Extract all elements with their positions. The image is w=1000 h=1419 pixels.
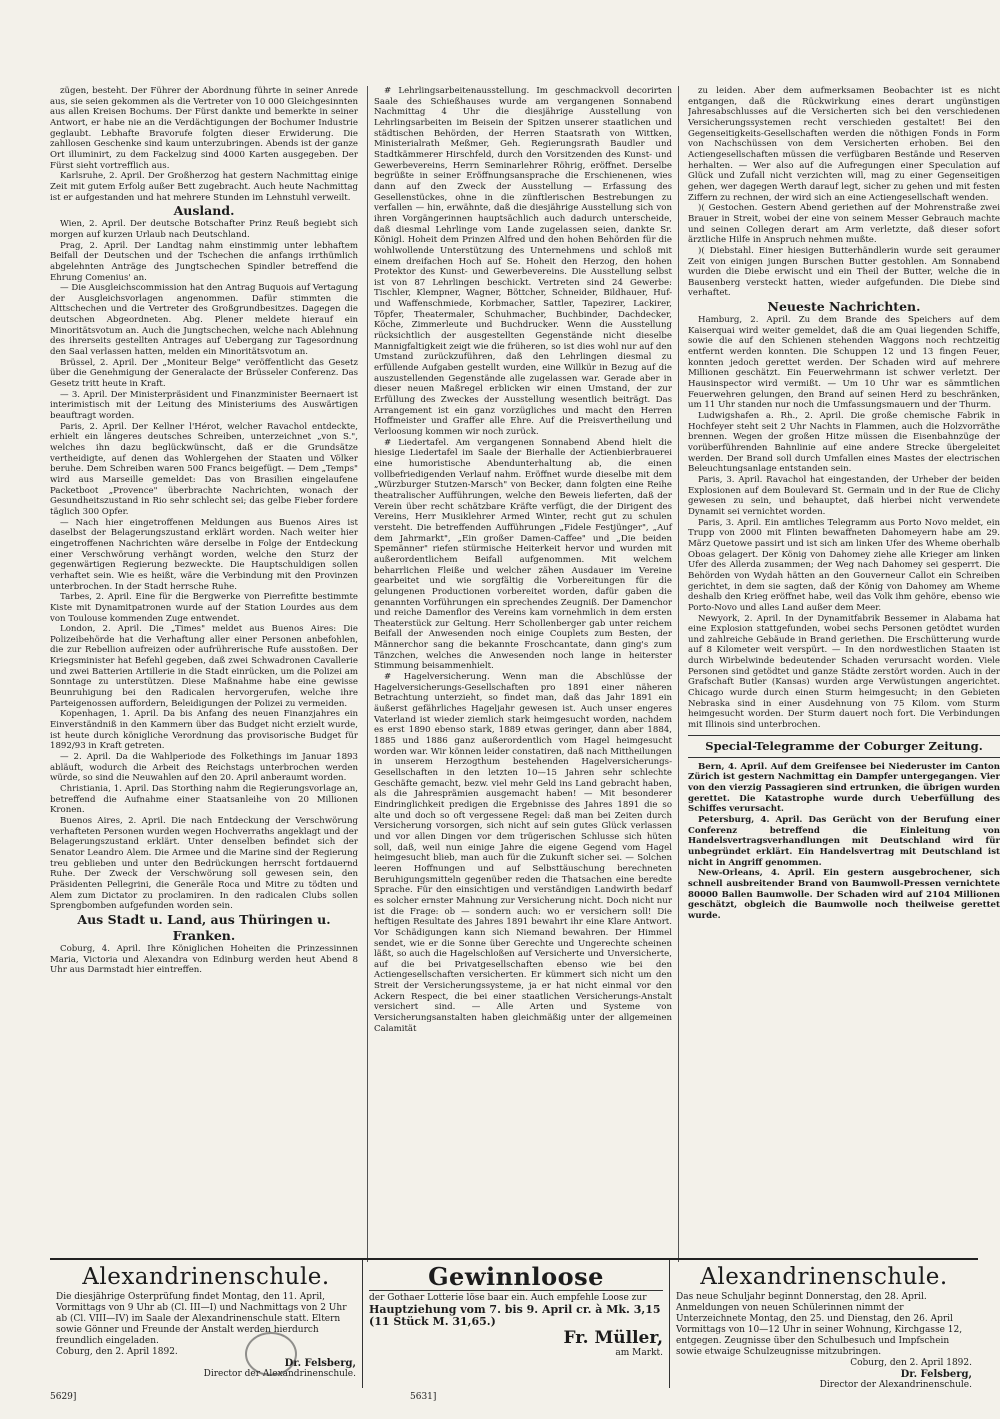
section-heading-ausland: Ausland. (173, 203, 235, 219)
article-diebstahl: )( Diebstahl. Einer hiesigen Butterhändlerin wurde seit geraumer Zeit von einigen jungen Burschen Butter gestohlen. Am Sonnabend wurden die Diebe erwischt und ein Theil der Butter, welche die in Bausenberg versteckt hatten, wieder aufgefunden. Die Diebe sind verhaftet. (688, 245, 1000, 299)
article-london: London, 2. April. Die „Times" meldet aus Buenos Aires: Die Polizeibehörde hat die Verhaftung aller einer Personen anbefohlen, die zur Rebellion aufreizen oder aufrührerische Rufe ausstoßen. Der Kriegsminister hat Befehl gegeben, daß zwei Schwadronen Cavallerie und zwei Batterien Artillerie in die Stadt einrücken, um die Polizei am Sonntage zu unterstützen. Diese Maßnahme habe eine gewisse Beunruhigung bei den Radicalen hervorgerufen, welche ihre Parteigenossen auffordern, Beleidigungen der Polizei zu vermeiden. (50, 624, 358, 709)
section-heading-stadt-land: Aus Stadt u. Land, aus Thüringen u. Franken. (77, 911, 331, 943)
telegram-petersburg: Petersburg, 4. April. Das Gerücht von der Berufung einer Conferenz betreffend die Einleitung von Handelsvertragsverhandlungen mit Deutschland wird für unbegründet erklärt. Ein Handelsvertrag mit Deutschland ist nicht in Angriff genommen. (688, 815, 1000, 868)
article-hagelversicherung: # Hagelversicherung. Wenn man die Abschlüsse der Hagelversicherungs-Gesellschaften pro 1891 einer näheren Betrachtung unterzieht, so findet man, daß das Jahr 1891 ein äußerst gefährliches Hageljahr gewesen ist. Auch unser engeres Vaterland ist wieder ziemlich stark heimgesucht worden, nachdem es erst 1890 ebenso stark, 1889 etwas geringer, dann aber 1884, 1885 und 1886 ganz außerordentlich vom Hagel heimgesucht worden war. Wir können leider constatiren, daß nach Mittheilungen in unserem Herzogthum bestehenden Hagelversicherungs-Gesellschaften in den letzten 10—15 Jahren sehr schlechte Geschäfte gemacht, bezw. viel mehr Geld ins Land gebracht haben, als die Jahresprämien ausgemacht haben! — Mit besonderer Eindringlichkeit predigen die Ergebnisse des Jahres 1891 die so alte und doch so oft vergessene Regel: daß man bei Zeiten durch Versicherung vorsorgen, sich nicht auf sein gutes Glück verlassen und vor allen Dingen vor dem trügerischen Schlusse sich hüten soll, daß, weil nun einige Jahre die eigene Gegend vom Hagel heimgesucht blieb, man auch für die Zukunft sicher sei. — Solchen leeren Hoffnungen und auf Selbsttäuschung berechneten Beruhigungsmitteln gegenüber reden die Thatsachen eine beredte Sprache. Für den einsichtigen und verständigen Landwirth bedarf es solcher ernster Mahnung zur Versicherung nicht. Doch nicht nur ist die Frage: ob — sondern auch: wo er versichern soll! Die heftigen Resultate des Jahres 1891 bewahrt ihr eine Klare Antwort. Vor Schädigungen kann sich Niemand bewahren. Der Himmel sendet, wie er die Sonne über Gerechte und Ungerechte scheinen läßt, so auch die Hagelschloßen auf Versicherte und Unversicherte, auf die bei Privatgesellschaften ebenso wie bei den Actiengesellschaften versicherten. Er kümmert sich nicht um den Streit der Versicherungssysteme, ja er hat nicht einmal vor den Ackern Respect, die bei einer staatlichen Versicherungs-Anstalt versichert sind. — Alle Arten und Systeme von Versicherungsanstalten haben gleichmäßig unter der allgemeinen Calamität (374, 672, 672, 1034)
article-paris-dahomey: Paris, 3. April. Ein amtliches Telegramm aus Porto Novo meldet, ein Trupp von 2000 mit Flinten bewaffneten Dahomeyern habe am 29. März Quetowe passirt und ist sich am linken Ufer des Wheme oberhalb Oboas gelagert. Der König von Dahomey ziehe alle Krieger am linken Ufer des Allerda zusammen; der Weg nach Dahomey sei gesperrt. Die Behörden von Wydah hätten an den Gouverneur Callot ein Schreiben gerichtet, in dem sie sagten, daß der König von Dahomey am Wheme deshalb den Krieg eröffnet habe, weil das Volk ihm gehöre, ebenso wie Porto-Novo und alles Land außer dem Meer. (688, 517, 1000, 613)
ad-left-role: Director der Alexandrinenschule. (203, 1369, 356, 1379)
article-lehrlingsarbeiten: # Lehrlingsarbeitenausstellung. Im geschmackvoll decorirten Saale des Schießhauses wurde am vergangenen Sonnabend Nachmittag 4 Uhr die diesjährige Ausstellung von Lehrlingsarbeiten im Beisein der Spitzen unserer staatlichen und städtischen Behörden, der Herren Staatsrath von Wittken, Ministerialrath Meßmer, Geh. Regierungsrath Baudler und Stadtkämmerer Hirschfeld, durch den Vorsitzenden des Kunst- und Gewerbevereins, Herrn Seminarlehrer Röhrig, eröffnet. Derselbe begrüßte in seiner Eröffnungsansprache die Erschienenen, wies dann auf den Zweck der Ausstellung — Erfassung des Gesellenstückes, ohne in die zünftlerischen Bestrebungen zu verfallen — hin, erwähnte, daß die diesjährige Ausstellung sich von ihren Vorgängerinnen hauptsächlich auch dadurch unterscheide, daß diesmal Lehrlinge vom Lande zugelassen seien, dankte Sr. Königl. Hoheit dem Prinzen Alfred und den hohen Behörden für die wohlwollende Unterstützung des Unternehmens und schloß mit einem dreifachen Hoch auf Se. Hoheit den Herzog, den hohen Protektor des Kunst- und Gewerbevereins. Die Ausstellung selbst ist von 87 Lehrlingen beschickt. Vertreten sind 24 Gewerbe: Tischler, Klempner, Wagner, Böttcher, Schneider, Bildhauer, Huf- und Waffenschmiede, Korbmacher, Sattler, Tapezirer, Lackirer, Töpfer, Theatermaler, Schuhmacher, Buchbinder, Dachdecker, Köche, Zimmerleute und Buchdrucker. Wenn die Ausstellung rücksichtlich der ausgestellten Gegenstände nicht dieselbe Mannigfaltigkeit zeigt wie die früheren, so ist dies wohl nur auf den Umstand zurückzuführen, daß den Lehrlingen diesmal zu erfüllende Aufgaben gestellt wurden, eine Willkür in Bezug auf die auszustellenden Gegenstände alle zugelassen war. Gerade aber in dieser neuen Maßregel erblicken wir einen Umstand, der zur Erfüllung des Zweckes der Ausstellung wesentlich beiträgt. Das Arrangement ist ein ganz vorzügliches und macht den Herren Hoffmeister und Graffer alle Ehre. Auf die Preisvertheilung und Verloosung kommen wir noch zurück. (374, 86, 672, 437)
ad-mid-number: 5631] (410, 1392, 437, 1402)
column-right (688, 86, 1000, 1262)
ad-right-signature: Dr. Felsberg, (900, 1369, 972, 1380)
special-telegrams-title: Special-Telegramme der Coburger Zeitung. (705, 738, 983, 753)
article-paris: Paris, 2. April. Der Kellner l'Hérot, welcher Ravachol entdeckte, erhielt ein längeres deutsches Schreiben, unterzeichnet „von S.", welches ihn dazu beglückwünscht, daß er die Grundsätze vertheidigte, auf denen das Wohlergehen der Staaten und Völker beruhe. Dem Schreiben waren 500 Francs beigefügt. — Dem „Temps" wird aus Marseille gemeldet: Das von Brasilien eingelaufene Packetboot „Provence" überbrachte Nachrichten, wonach der Gesundheitszustand in Rio sehr schlecht sei; das gelbe Fieber fordere täglich 300 Opfer. (50, 421, 358, 517)
ad-right-date: Coburg, den 2. April 1892. (850, 1358, 972, 1368)
ad-mid-title: Gewinnloose (369, 1264, 663, 1291)
advertisements (50, 1258, 978, 1388)
article-bruessel-2: — 3. April. Der Ministerpräsident und Finanzminister Beernaert ist interimistisch mit der Leitung des Ministeriums des Auswärtigen beauftragt worden. (50, 389, 358, 422)
article-wien: Wien, 2. April. Der deutsche Botschafter Prinz Reuß begiebt sich morgen auf kurzen Urlaub nach Deutschland. (50, 219, 358, 240)
ad-mid-place: am Markt. (615, 1348, 663, 1358)
article-hamburg: Hamburg, 2. April. Zu dem Brande des Speichers auf dem Kaiserquai wird weiter gemeldet, daß die am Quai liegenden Schiffe, sowie die auf den Schienen stehenden Waggons noch rechtzeitig entfernt werden konnten. Die Schuppen 12 und 13 fingen Feuer, konnten jedoch gerettet werden. Der Schaden wird auf mehrere Millionen geschätzt. Ein Feuerwehrmann ist schwer verletzt. Der Hausinspector wird vermißt. — Um 10 Uhr war es sämmtlichen Feuerwehren gelungen, den Brand auf seinen Herd zu beschränken, um 11 Uhr standen nur noch die Umfassungsmauern und der Thurm. (688, 315, 1000, 411)
ad-alexandrinenschule-schuljahr (670, 1260, 978, 1388)
ad-mid-draw: Hauptziehung vom 7. bis 9. April cr. à Mk. 3,15 (11 Stück M. 31,65.) (369, 1303, 661, 1328)
ink-stamp-mark (245, 1332, 297, 1376)
article-columns (50, 86, 1000, 1262)
article-gestochen: )( Gestochen. Gestern Abend geriethen auf der Mohrenstraße zwei Brauer in Streit, wobei der eine von seinem Messer Gebrauch machte und seinen Collegen derart am Arm verletzte, daß dieser sofort ärztliche Hilfe in Anspruch nehmen mußte. (688, 203, 1000, 246)
column-left (50, 86, 358, 1262)
article-christiania: Christiania, 1. April. Das Storthing nahm die Regierungsvorlage an, betreffend die Aufnahme einer Staatsanleihe von 20 Millionen Kronen. (50, 784, 358, 816)
article-paris-2: — Nach hier eingetroffenen Meldungen aus Buenos Aires ist daselbst der Belagerungszustand erklärt worden. Nach weiter hier eingetroffenen Nachrichten wäre derselbe in Folge der Entdeckung einer Verschwörung verhängt worden, welche den Sturz der gegenwärtigen Regierung bezweckte. Die Hauptschuldigen sollen verhaftet sein. Wie es heißt, wäre die Verbindung mit den Provinzen unterbrochen. In der Stadt herrsche Ruhe. (50, 517, 358, 592)
ad-left-number: 5629] (50, 1392, 77, 1402)
telegram-bern: Bern, 4. April. Auf dem Greifensee bei Niederuster im Canton Zürich ist gestern Nachmittag ein Dampfer untergegangen. Vier von den vierzig Passagieren sind ertrunken, die übrigen wurden gerettet. Die Katastrophe wurde durch Ueberfüllung des Schiffes verursacht. (688, 761, 1000, 815)
telegram-new-orleans: New-Orleans, 4. April. Ein gestern ausgebrochener, sich schnell ausbreitender Brand von Baumwoll-Pressen vernichtete 80000 Ballen Baumwolle. Der Schaden wird auf 2104 Millionen geschätzt, obgleich die Baumwolle noch theilweise gerettet wurde. (688, 868, 1000, 921)
column-middle (367, 86, 679, 1262)
special-telegrams-header (688, 735, 1000, 758)
ad-right-title: Alexandrinenschule. (700, 1264, 948, 1290)
article-kopenhagen: Kopenhagen, 1. April. Da bis Anfang des neuen Finanzjahres ein Einverständniß in den Kammern über das Budget nicht erzielt wurde, ist heute durch königliche Verordnung das provisorische Budget für 1892/93 in Kraft getreten. (50, 709, 358, 752)
ad-left-title: Alexandrinenschule. (82, 1264, 330, 1290)
ad-right-role: Director der Alexandrinenschule. (819, 1380, 972, 1388)
article-liedertafel: # Liedertafel. Am vergangenen Sonnabend Abend hielt die hiesige Liedertafel im Saale der Bierhalle der Actienbierbrauerei eine humoristische Abendunterhaltung ab, die einen vollbefriedigenden Verlauf nahm. Eröffnet wurde dieselbe mit dem „Würzburger Stutzen-Marsch" von Becker, dann folgten eine Reihe theatralischer Aufführungen, welche den Beweis lieferten, daß der Verein über recht schätzbare Kräfte verfügt, die der Dirigent des Vereins, Herr Musiklehrer Armed Winter, recht gut zu schulen versteht. Die betreffenden Aufführungen „Fidele Festjünger", „Auf dem Jahrmarkt", „Ein großer Damen-Caffee" und „Die beiden Spemänner" riefen stürmische Heiterkeit hervor und wurden mit außerordentlichem Beifall aufgenommen. Mit welchem beharrlichen Fleiße und welcher zähen Ausdauer im Vereine gearbeitet und wie sorgfältig die Vorbereitungen für die gelungenen Productionen vorbereitet worden, dafür gaben die genannten Vorführungen ein sprechendes Zeugniß. Der Damenchor und reiche Damenflor des Vereins kam vornehmlich in dem ersten Theaterstück zur Geltung. Herr Schollenberger gab unter reichem Beifall der Anwesenden noch einige Couplets zum Besten, der Männerchor sang die bekannte Froschcantate, dann ging's zum Tänzchen, welches die Anwesenden noch lange in heiterster Stimmung beisammenhielt. (374, 437, 672, 672)
article-bochum: zügen, besteht. Der Führer der Abordnung führte in seiner Anrede aus, sie seien gekommen als die Vertreter von 10 000 Gleichgesinnten aus allen Kreisen Bochums. Der Fürst dankte und bemerkte in seiner Antwort, er habe nie an die Verdächtigungen der Bochumer Industrie geglaubt. Lebhafte Bravorufe folgten dieser Erwiderung. Die zahllosen Geschenke sind kaum unterzubringen. Abends ist der ganze Ort illuminirt, zu dem Fackelzug sind 4000 Karten ausgegeben. Der Fürst sieht vortrefflich aus. (50, 86, 358, 171)
article-paris-ravachol: Paris, 3. April. Ravachol hat eingestanden, der Urheber der beiden Explosionen auf dem Boulevard St. Germain und in der Rue de Clichy gewesen zu sein, und behauptet, daß hierbei nicht verwendete Dynamit sei vernichtet worden. (688, 474, 1000, 517)
article-prag-2: — Die Ausgleichscommission hat den Antrag Buquois auf Vertagung der Ausgleichsvorlagen angenommen. Dafür stimmten die Alttschechen und die Vertreter des Großgrundbesitzes. Dagegen die deutschen Abgeordneten. Abg. Plener meldete hierauf ein Minoritätsvotum an. Auch die Jungtschechen, welche nach Ablehnung des ihrerseits gestellten Antrages auf Uebergang zur Tagesordnung den Saal verlassen hatten, melden ein Minoritätsvotum an. (50, 283, 358, 358)
ad-left-date: Coburg, den 2. April 1892. (56, 1347, 178, 1357)
article-hagel-cont: zu leiden. Aber dem aufmerksamen Beobachter ist es nicht entgangen, daß die Rückwirkung eines derart ungünstigen Jahresabschlusses auf die Versicherten sich bei den verschiedenen Versicherungssystemen recht verschieden gestaltet! Bei den Gegenseitigkeits-Gesellschaften werden die nöthigen Fonds in Form von Nachschüssen von dem Versicherten erhoben. Bei den Actiengesellschaften müssen die verfügbaren Bestände und Reserven herhalten. — Wer also auf die Aufregungen einer Speculation auf Glück und Zufall nicht verzichten will, mag zu einer Gegenseitigen gehen, wer dagegen Werth darauf legt, sicher zu gehen und mit festen Ziffern zu rechnen, der wird sich an eine Actiengesellschaft wenden. (688, 86, 1000, 203)
section-heading-neueste: Neueste Nachrichten. (767, 299, 921, 315)
ad-left-signature: Dr. Felsberg, (284, 1358, 356, 1369)
ad-right-text: Das neue Schuljahr beginnt Donnerstag, den 28. April. Anmeldungen von neuen Schülerinnen nimmt der Unterzeichnete Montag, den 25. und Dienstag, den 26. April Vormittags von 10—12 Uhr in seiner Wohnung, Kirchgasse 12, entgegen. Zeugnisse über den Schulbesuch und Impfschein sowie etwaige Schulzeugnisse mitzubringen. (676, 1292, 963, 1357)
article-buenos-aires: Buenos Aires, 2. April. Die nach Entdeckung der Verschwörung verhafteten Personen wurden wegen Hochverraths angeklagt und der Belagerungszustand erklärt. Unter denselben befindet sich der Senator Leandro Alem. Die Armee und die Marine sind der Regierung treu geblieben und unter den Bedrückungen herrscht fortdauernd Ruhe. Der Zweck der Verschwörung soll gewesen sein, den Präsidenten Pellegrini, die Generäle Roca und Mitre zu tödten und Alem zum Dictator zu proclamiren. In den radicalen Clubs sollen Sprengbomben aufgefunden worden sein. (50, 815, 358, 912)
article-kopenhagen-2: — 2. April. Da die Wahlperiode des Folkethings im Januar 1893 abläuft, wodurch die Arbeit des Reichstags unterbrochen werden würde, so sind die Neuwahlen auf den 20. April anberaumt worden. (50, 752, 358, 784)
article-coburg: Coburg, 4. April. Ihre Königlichen Hoheiten die Prinzessinnen Maria, Victoria und Alexandra von Edinburg werden heut Abend 8 Uhr aus Darmstadt hier eintreffen. (50, 943, 358, 976)
article-ludwigshafen: Ludwigshafen a. Rh., 2. April. Die große chemische Fabrik in Hochfeyer steht seit 2 Uhr Nachts in Flammen, auch die Holzvorräthe brennen. Wegen der großen Hitze müssen die Eisenbahnzüge der vorüberführenden Bahnlinie auf eine andere Strecke übergeleitet werden. Der Brand soll durch Umfallen eines Mastes der electrischen Beleuchtungsanlage entstanden sein. (688, 411, 1000, 475)
article-bruessel: Brüssel, 2. April. Der „Moniteur Belge" veröffentlicht das Gesetz über die Genehmigung der Generalacte der Brüsseler Conferenz. Das Gesetz tritt heute in Kraft. (50, 357, 358, 390)
article-newyork: Newyork, 2. April. In der Dynamitfabrik Bessemer in Alabama hat eine Explosion stattgefunden, wobei sechs Personen getödtet wurden und zahlreiche Gebäude in Brand geriethen. Die Erschütterung wurde auf 8 Kilometer weit verspürt. — In den nordwestlichen Staaten ist durch Wirbelwinde bedeutender Schaden verursacht worden. Viele Personen sind getödtet und ganze Städte zerstört worden. Auch in der Grafschaft Butler (Kansas) wurden arge Verwüstungen angerichtet. Chicago wurde durch einen Sturm heimgesucht; in den Gebieten Nebraska sind in einer Ausdehnung von 75 Kilom. vom Sturm heimgesucht worden. Der Sturm dauert noch fort. Die Verbindungen mit Illinois sind unterbrochen. (688, 613, 1000, 731)
ad-alexandrinenschule-pruefung (50, 1260, 362, 1388)
article-tarbes: Tarbes, 2. April. Eine für die Bergwerke von Pierrefitte bestimmte Kiste mit Dynamitpatronen wurde auf der Station Lourdes aus dem von Toulouse kommenden Zuge entwendet. (50, 592, 358, 624)
ad-mid-text: der Gothaer Lotterie löse baar ein. Auch empfehle Loose zur (369, 1293, 647, 1303)
article-karlsruhe: Karlsruhe, 2. April. Der Großherzog hat gestern Nachmittag einige Zeit mit gutem Erfolg außer Bett zugebracht. Auch heute Nachmittag ist er aufgestanden und hat mehrere Stunden im Lehnstuhl verweilt. (50, 171, 358, 203)
ad-gewinnloose (362, 1260, 670, 1388)
ad-mid-name: Fr. Müller, (563, 1328, 663, 1348)
ad-left-text: Die diesjährige Osterprüfung findet Montag, den 11. April, Vormittags von 9 Uhr ab (Cl. III—I) und Nachmittags von 2 Uhr ab (Cl. VIII—IV) im Saale der Alexandrinenschule statt. Eltern sowie Gönner und Freunde der Anstalt werden hierdurch freundlich eingeladen. (56, 1292, 347, 1346)
article-prag: Prag, 2. April. Der Landtag nahm einstimmig unter lebhaftem Beifall der Deutschen und der Tschechen die anfangs irrthümlich abgelehnten Anträge des Jungtschechen Spindler betreffend die Ehrung Comenius' an. (50, 240, 358, 283)
